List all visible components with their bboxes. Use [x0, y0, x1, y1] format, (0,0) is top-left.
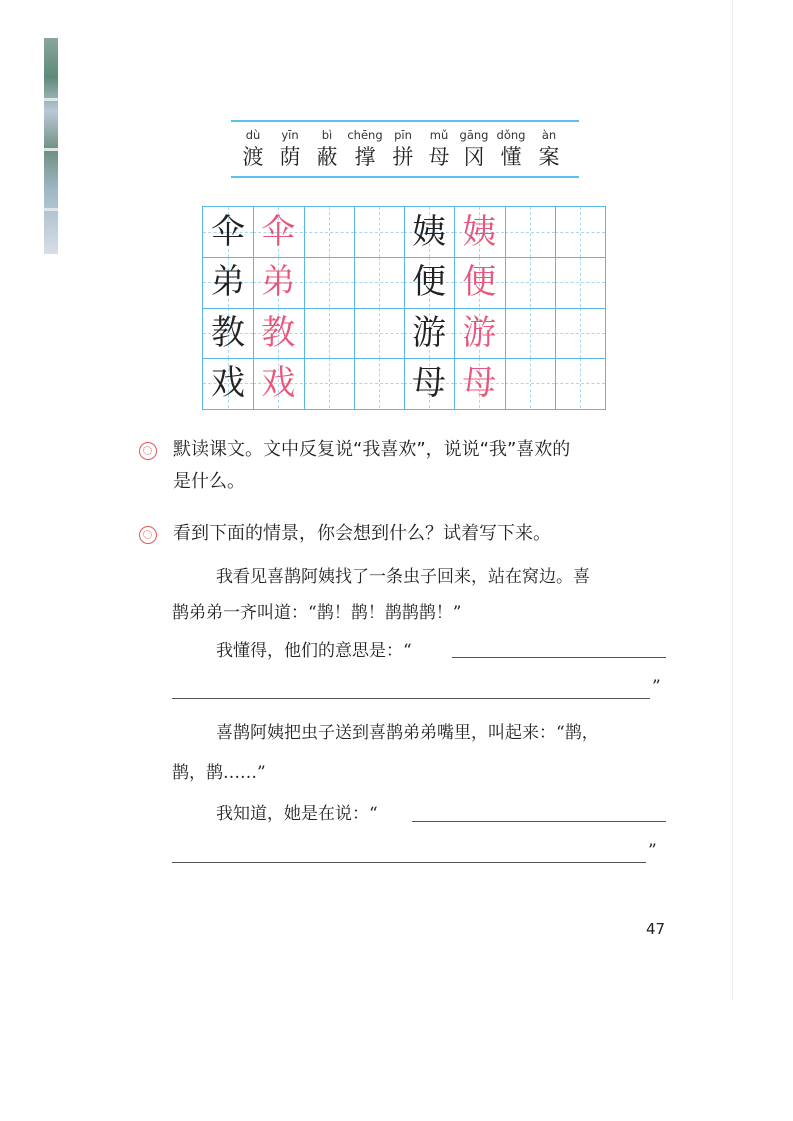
exercise-1-line-2: 是什么。 — [173, 471, 245, 492]
trace-character: 便 — [462, 262, 497, 303]
grid-cell — [253, 207, 303, 257]
new-character: dù 渡 — [242, 128, 264, 169]
new-character: dǒng 懂 — [496, 128, 526, 169]
model-character: 教 — [211, 312, 245, 353]
grid-cell — [555, 257, 605, 307]
grid-cell — [253, 257, 303, 307]
trace-character: 伞 — [261, 212, 296, 252]
trace-character: 戏 — [261, 362, 296, 403]
grid-cell — [253, 308, 303, 358]
new-character: pīn 拼 — [392, 128, 414, 169]
grid-cell — [404, 207, 454, 257]
model-character: 母 — [412, 362, 446, 403]
answer-line — [412, 821, 666, 822]
new-character: àn 案 — [538, 128, 560, 169]
grid-row-line — [203, 308, 605, 309]
trace-character: 教 — [261, 312, 296, 353]
grid-cell — [505, 257, 555, 307]
grid-cell — [454, 358, 504, 408]
scenario-2-prompt: 我知道，她是在说：“ — [216, 804, 378, 824]
closing-quote: ” — [652, 677, 661, 697]
grid-cell — [304, 308, 354, 358]
grid-cell — [304, 257, 354, 307]
scenario-1-line-1: 我看见喜鹊阿姨找了一条虫子回来，站在窝边。喜 — [216, 567, 590, 587]
grid-cell — [505, 358, 555, 408]
grid-cell — [203, 257, 253, 307]
model-character: 弟 — [211, 262, 245, 303]
grid-cell — [203, 358, 253, 408]
new-character: chēng 撑 — [347, 128, 383, 169]
exercise-1-text — [173, 434, 673, 498]
exercise-1-line-1: 默读课文。文中反复说“我喜欢”，说说“我”喜欢的 — [173, 439, 571, 460]
side-photo-strip — [44, 38, 58, 254]
trace-character: 弟 — [261, 262, 296, 303]
grid-cell — [404, 257, 454, 307]
grid-cell — [454, 207, 504, 257]
trace-character: 姨 — [462, 212, 497, 252]
grid-row-line — [203, 358, 605, 359]
grid-cell — [555, 308, 605, 358]
new-character: mǔ 母 — [428, 128, 450, 169]
new-characters-strip — [236, 128, 576, 172]
exercise-2-text: 看到下面的情景，你会想到什么？试着写下来。 — [173, 523, 551, 544]
grid-cell — [203, 207, 253, 257]
model-character: 姨 — [412, 212, 446, 252]
grid-row-line — [203, 257, 605, 258]
model-character: 戏 — [211, 362, 245, 403]
scenario-2-line-1: 喜鹊阿姨把虫子送到喜鹊弟弟嘴里，叫起来：“鹊， — [216, 723, 599, 743]
scenario-1-prompt: 我懂得，他们的意思是：“ — [216, 641, 412, 661]
scenario-2-line-2: 鹊，鹊……” — [172, 763, 266, 783]
top-rule — [231, 120, 579, 122]
writing-grid — [202, 206, 606, 410]
grid-cell — [304, 207, 354, 257]
new-character: gāng 冈 — [459, 128, 489, 169]
grid-cell — [203, 308, 253, 358]
page-edge — [732, 0, 733, 1000]
scenario-1-line-2: 鹊弟弟一齐叫道：“鹊！鹊！鹊鹊鹊！” — [172, 603, 462, 623]
page-number: 47 — [646, 920, 666, 938]
grid-cell — [555, 207, 605, 257]
bottom-rule — [231, 176, 579, 178]
trace-character: 游 — [462, 312, 497, 353]
stamp-seal-icon — [139, 442, 157, 460]
grid-cell — [454, 308, 504, 358]
grid-cell — [505, 207, 555, 257]
trace-character: 母 — [462, 362, 497, 403]
grid-cell — [555, 358, 605, 408]
answer-line — [452, 657, 666, 658]
grid-cell — [404, 308, 454, 358]
grid-cell — [354, 308, 404, 358]
closing-quote: ” — [648, 841, 657, 861]
answer-line — [172, 862, 646, 863]
model-character: 伞 — [211, 212, 245, 252]
grid-cell — [404, 358, 454, 408]
grid-cell — [354, 257, 404, 307]
answer-line — [172, 698, 650, 699]
grid-cell — [304, 358, 354, 408]
grid-cell — [354, 358, 404, 408]
grid-cell — [354, 207, 404, 257]
stamp-seal-icon — [139, 526, 157, 544]
new-character: yīn 荫 — [279, 128, 301, 169]
grid-cell — [505, 308, 555, 358]
model-character: 游 — [412, 312, 446, 353]
model-character: 便 — [412, 262, 446, 303]
grid-cell — [253, 358, 303, 408]
grid-cell — [454, 257, 504, 307]
new-character: bì 蔽 — [316, 128, 338, 169]
